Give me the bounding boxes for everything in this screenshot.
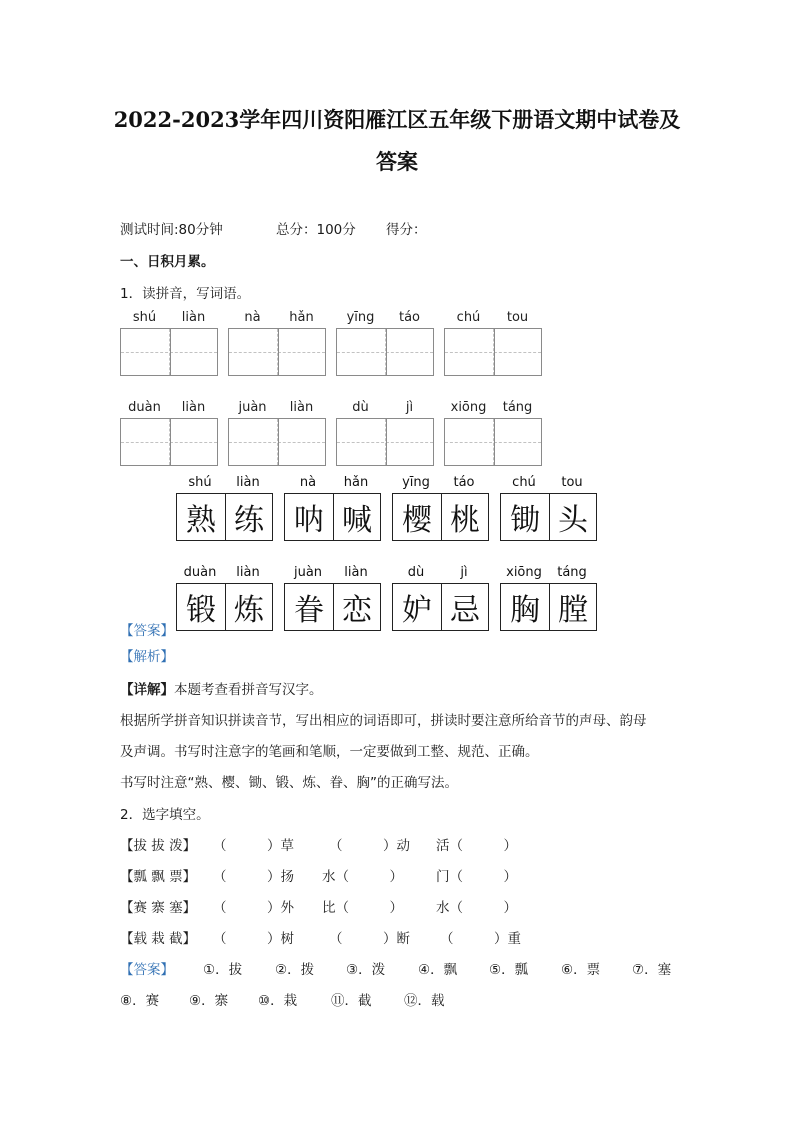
question-2-prompt: 2．选字填空。	[120, 807, 210, 823]
answer-label: 【答案】	[120, 962, 174, 978]
question-1-prompt: 1．读拼音，写词语。	[120, 286, 251, 302]
answer-item: ⑨．寨	[189, 993, 229, 1009]
fill-blank[interactable]: （ ）扬	[213, 869, 294, 885]
char-group: 【拔 拔 泼】	[120, 838, 197, 854]
writing-box[interactable]	[444, 418, 542, 466]
pinyin: táng	[502, 400, 533, 415]
fill-blank[interactable]: 比（ ）	[322, 900, 403, 916]
pinyin: duàn	[128, 400, 161, 415]
pinyin: juàn	[293, 565, 323, 580]
pinyin: liàn	[344, 565, 368, 580]
answer-char: 桃	[450, 503, 480, 538]
fill-blank[interactable]: （ ）动	[329, 838, 410, 854]
answer-box	[176, 583, 273, 631]
section-heading: 一、日积月累。	[120, 254, 215, 270]
writing-box[interactable]	[336, 328, 434, 376]
pinyin: xiōng	[506, 565, 542, 580]
fill-blank[interactable]: （ ）外	[213, 900, 294, 916]
test-time: 测试时间:80分钟	[120, 222, 223, 238]
fill-blank[interactable]: （ ）树	[213, 931, 294, 947]
pinyin: táo	[398, 310, 421, 325]
pinyin: nà	[299, 475, 317, 490]
answer-item: ⑤．瓢	[489, 962, 529, 978]
pinyin: shú	[188, 475, 212, 490]
pinyin: chú	[456, 310, 481, 325]
pinyin: tou	[506, 310, 529, 325]
writing-box[interactable]	[228, 418, 326, 466]
fill-blank[interactable]: 门（ ）	[436, 869, 517, 885]
answer-char: 锻	[186, 593, 216, 628]
char-group: 【瓢 飘 票】	[120, 869, 197, 885]
char-group: 【载 栽 截】	[120, 931, 197, 947]
writing-box[interactable]	[228, 328, 326, 376]
pinyin: shú	[132, 310, 157, 325]
answer-char: 呐	[294, 503, 324, 538]
answer-box	[284, 493, 381, 541]
pinyin: liàn	[289, 400, 314, 415]
document-title-line1: 2022-2023学年四川资阳雁江区五年级下册语文期中试卷及	[113, 107, 681, 132]
pinyin: duàn	[183, 565, 217, 580]
answer-box	[392, 493, 489, 541]
answer-char: 眷	[294, 593, 324, 628]
writing-box[interactable]	[336, 418, 434, 466]
score-field: 得分：	[386, 222, 427, 238]
pinyin: táng	[557, 565, 587, 580]
pinyin: chú	[512, 475, 536, 490]
fill-blank[interactable]: （ ）断	[329, 931, 410, 947]
fill-blank[interactable]: 水（ ）	[436, 900, 517, 916]
fill-row	[120, 834, 196, 854]
answer-item: ⑪．截	[331, 993, 372, 1009]
analysis-label: 【解析】	[120, 649, 174, 665]
pinyin: juàn	[238, 400, 267, 415]
pinyin: hǎn	[343, 475, 369, 490]
pinyin: liàn	[236, 565, 260, 580]
answer-char: 喊	[342, 503, 372, 538]
total-score: 总分：100分	[276, 222, 356, 238]
answer-char: 恋	[342, 593, 372, 628]
analysis-paragraph: 及声调。书写时注意字的笔画和笔顺，一定要做到工整、规范、正确。	[120, 744, 539, 760]
answer-char: 炼	[234, 593, 264, 628]
pinyin: nà	[244, 310, 261, 325]
pinyin: yīng	[346, 310, 375, 325]
answer-item: ①．拔	[203, 962, 243, 978]
pinyin: dù	[352, 400, 369, 415]
analysis-paragraph: 根据所学拼音知识拼读音节，写出相应的词语即可，拼读时要注意所给音节的声母、韵母	[120, 713, 647, 729]
answer-char: 练	[234, 503, 264, 538]
answer-item: ⑧．赛	[120, 993, 160, 1009]
pinyin: yīng	[402, 475, 430, 490]
pinyin: xiōng	[450, 400, 487, 415]
answer-char: 膛	[558, 593, 588, 628]
answer-item: ⑫．载	[404, 993, 445, 1009]
answer-label: 【答案】	[120, 623, 174, 639]
answer-box	[176, 493, 273, 541]
char-group: 【赛 寨 塞】	[120, 900, 197, 916]
answer-item: ④．飘	[418, 962, 458, 978]
answer-item: ⑦．塞	[632, 962, 672, 978]
answer-box	[500, 583, 597, 631]
pinyin: liàn	[181, 310, 206, 325]
writing-box[interactable]	[444, 328, 542, 376]
pinyin: liàn	[236, 475, 260, 490]
answer-char: 锄	[510, 503, 540, 538]
pinyin: jì	[460, 565, 468, 580]
answer-box	[284, 583, 381, 631]
answer-char: 熟	[186, 503, 216, 538]
writing-box[interactable]	[120, 418, 218, 466]
fill-blank[interactable]: 活（ ）	[436, 838, 517, 854]
answer-item: ⑩．栽	[258, 993, 298, 1009]
answer-char: 忌	[450, 593, 480, 628]
detail-text: 本题考查看拼音写汉字。	[174, 682, 323, 698]
document-title-line2: 答案	[376, 149, 418, 174]
answer-box	[500, 493, 597, 541]
pinyin: táo	[453, 475, 475, 490]
answer-char: 妒	[402, 593, 432, 628]
answer-char: 胸	[510, 593, 540, 628]
answer-item: ③．泼	[346, 962, 386, 978]
answer-char: 头	[558, 503, 588, 538]
pinyin: tou	[561, 475, 583, 490]
answer-char: 樱	[402, 503, 432, 538]
analysis-paragraph: 书写时注意“熟、樱、锄、锻、炼、眷、胸”的正确写法。	[120, 775, 458, 791]
fill-blank[interactable]: 水（ ）	[322, 869, 403, 885]
pinyin: dù	[407, 565, 425, 580]
fill-blank[interactable]: （ ）重	[440, 931, 521, 947]
answer-item: ⑥．票	[561, 962, 601, 978]
writing-box[interactable]	[120, 328, 218, 376]
answer-item: ②．拨	[275, 962, 315, 978]
pinyin: jì	[405, 400, 414, 415]
pinyin: hǎn	[289, 310, 314, 325]
pinyin: liàn	[181, 400, 206, 415]
fill-blank[interactable]: （ ）草	[213, 838, 294, 854]
detail-label: 【详解】	[120, 682, 174, 698]
answer-box	[392, 583, 489, 631]
